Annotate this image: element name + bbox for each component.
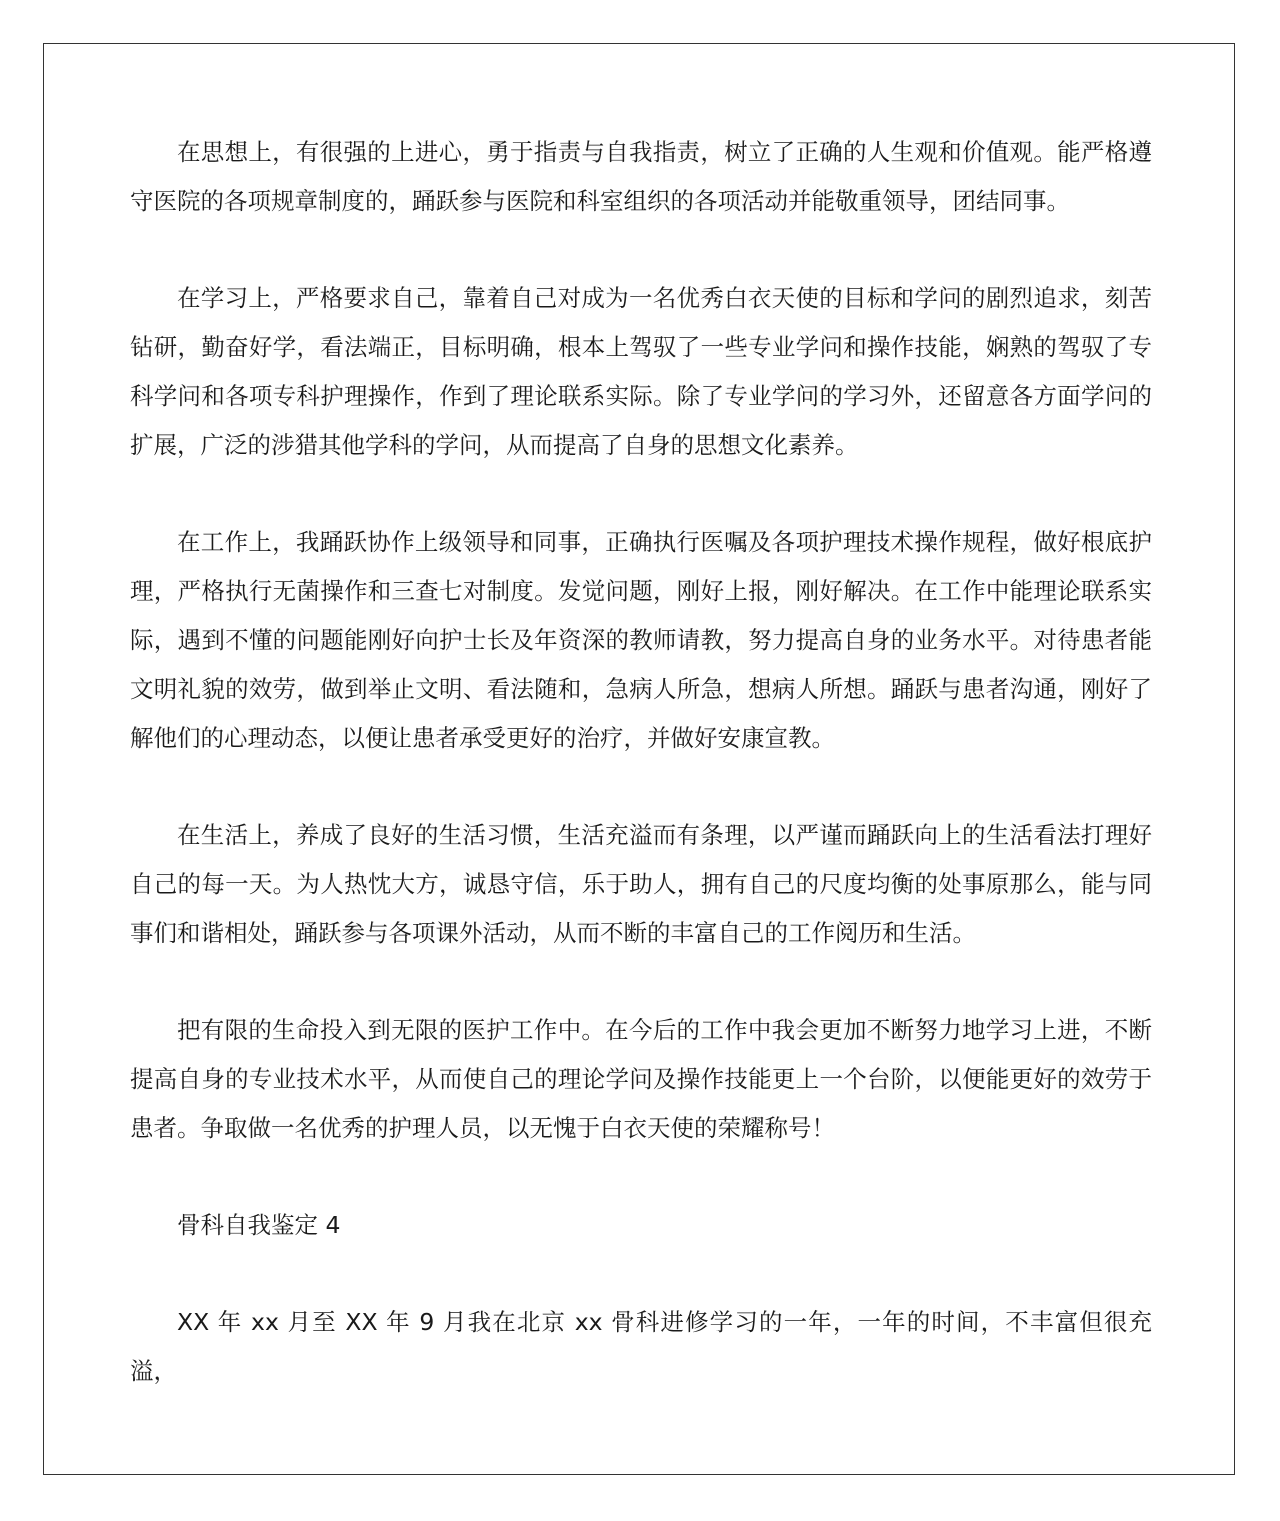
paragraph-study: 在学习上，严格要求自己，靠着自己对成为一名优秀白衣天使的目标和学问的剧烈追求，刻苦钻研，勤奋好学，看法端正，目标明确，根本上驾驭了一些专业学问和操作技能，娴熟的驾驭了专科学问和各项专科护理操作，作到了理论联系实际。除了专业学问的学习外，还留意各方面学问的扩展，广泛的涉猎其他学科的学问，从而提高了自身的思想文化素养。 — [130, 284, 1152, 459]
paragraph-thought: 在思想上，有很强的上进心，勇于指责与自我指责，树立了正确的人生观和价值观。能严格遵守医院的各项规章制度的，踊跃参与医院和科室组织的各项活动并能敬重领导，团结同事。 — [130, 138, 1152, 215]
paragraph-life: 在生活上，养成了良好的生活习惯，生活充溢而有条理，以严谨而踊跃向上的生活看法打理好自己的每一天。为人热忱大方，诚恳守信，乐于助人，拥有自己的尺度均衡的处事原那么，能与同事们和谐相处，踊跃参与各项课外活动，从而不断的丰富自己的工作阅历和生活。 — [130, 821, 1152, 947]
document-body — [130, 128, 1152, 1396]
section-heading: 骨科自我鉴定 4 — [177, 1211, 341, 1239]
paragraph-conclusion: 把有限的生命投入到无限的医护工作中。在今后的工作中我会更加不断努力地学习上进，不断提高自身的专业技术水平，从而使自己的理论学问及操作技能更上一个台阶，以便能更好的效劳于患者。争取做一名优秀的护理人员，以无愧于白衣天使的荣耀称号！ — [130, 1016, 1152, 1142]
paragraph-intro-section-4: XX 年 xx 月至 XX 年 9 月我在北京 xx 骨科进修学习的一年，一年的时间，不丰富但很充溢， — [130, 1308, 1152, 1385]
paragraph-work: 在工作上，我踊跃协作上级领导和同事，正确执行医嘱及各项护理技术操作规程，做好根底护理，严格执行无菌操作和三查七对制度。发觉问题，刚好上报，刚好解决。在工作中能理论联系实际，遇到不懂的问题能刚好向护士长及年资深的教师请教，努力提高自身的业务水平。对待患者能文明礼貌的效劳，做到举止文明、看法随和，急病人所急，想病人所想。踊跃与患者沟通，刚好了解他们的心理动态，以便让患者承受更好的治疗，并做好安康宣教。 — [130, 528, 1152, 752]
